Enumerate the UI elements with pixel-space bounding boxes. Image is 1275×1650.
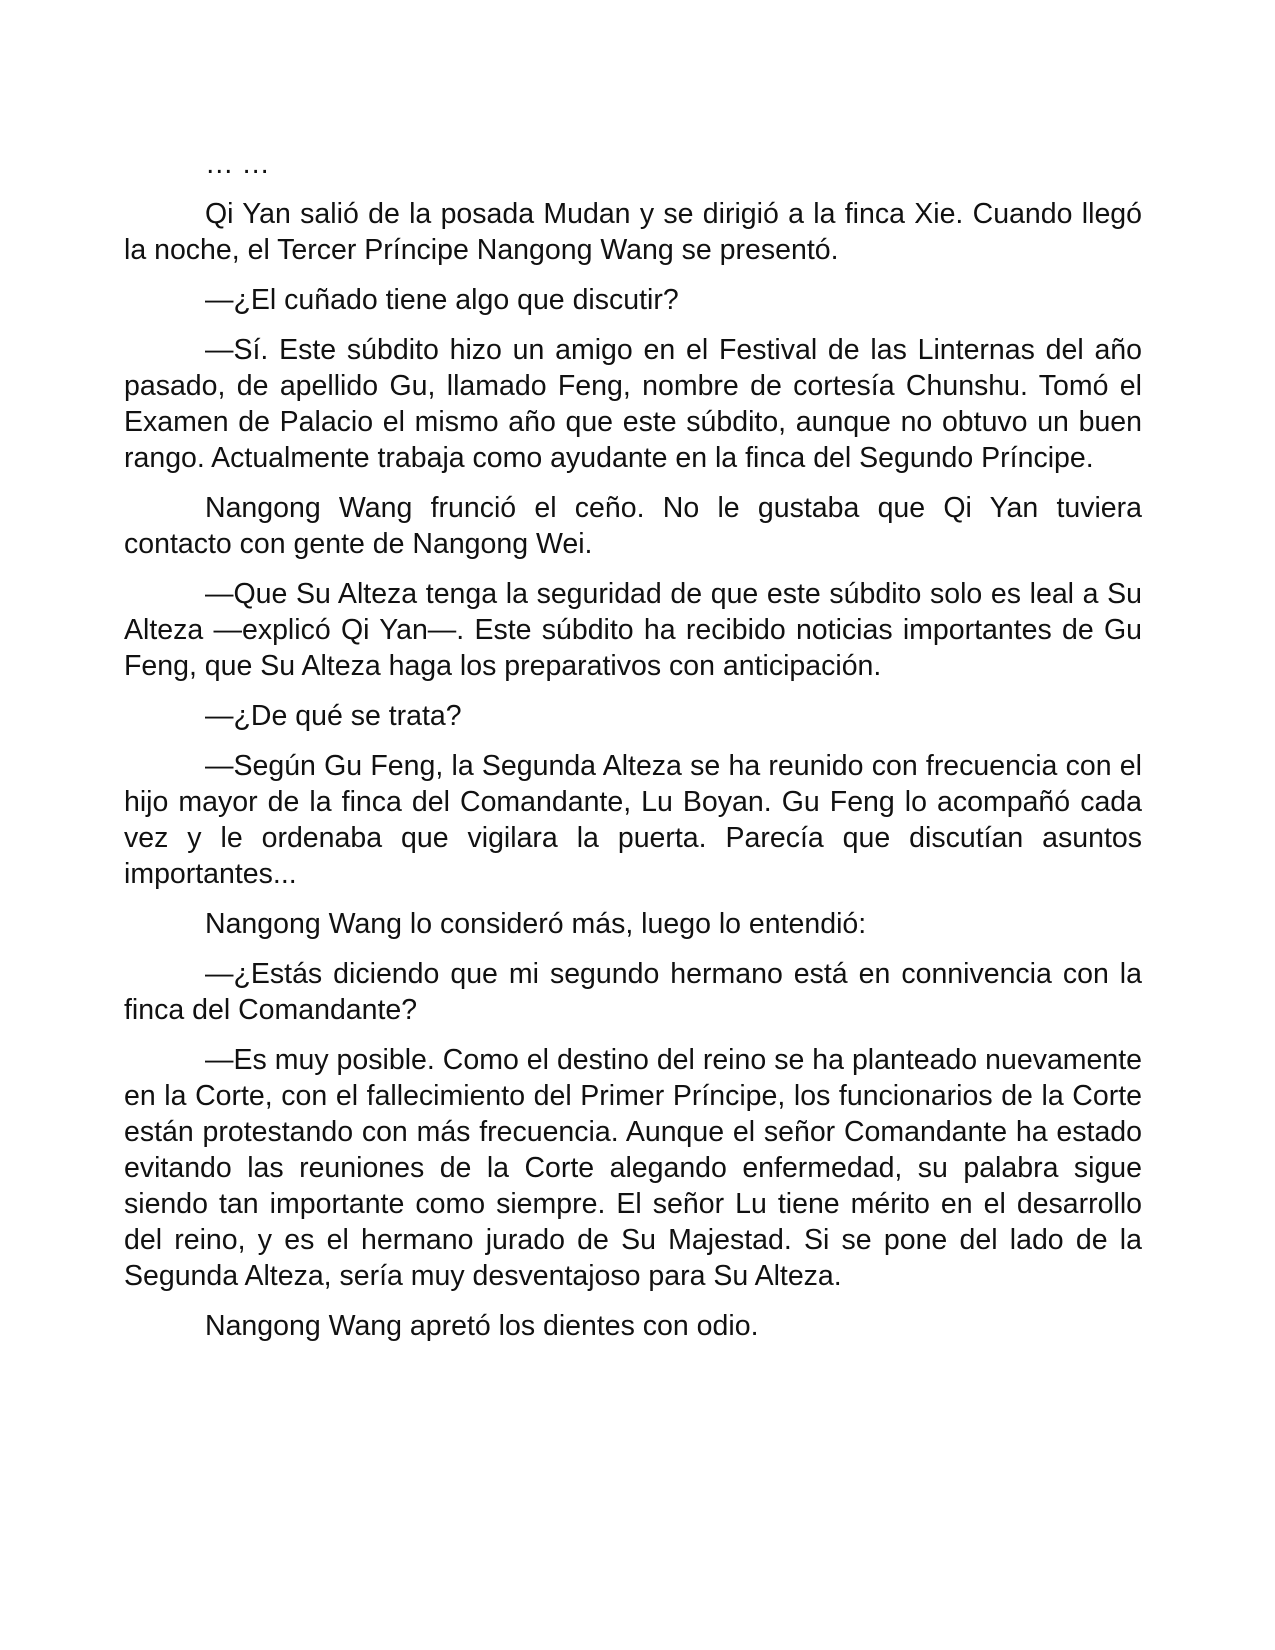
dialogue-paragraph: —Sí. Este súbdito hizo un amigo en el Festival de las Linternas del año pasado, de apellido Gu, llamado Feng, nombre de cortesía Chunshu. Tomó el Examen de Palacio el mismo año que este súbdito, aunque no obtuvo un buen rango. Actualmente trabaja como ayudante en la finca del Segundo Príncipe. (124, 334, 1142, 474)
dialogue-line: —¿El cuñado tiene algo que discutir? (205, 284, 679, 316)
dialogue-paragraph: —Que Su Alteza tenga la seguridad de que este súbdito solo es leal a Su Alteza —explicó Qi Yan—. Este súbdito ha recibido noticias importantes de Gu Feng, que Su Alteza haga los preparativos con anticipación. (124, 578, 1142, 682)
paragraph: Qi Yan salió de la posada Mudan y se dirigió a la finca Xie. Cuando llegó la noche, el Tercer Príncipe Nangong Wang se presentó. (124, 198, 1142, 266)
paragraph: Nangong Wang lo consideró más, luego lo entendió: (205, 908, 867, 940)
scene-break: … … (205, 148, 270, 180)
dialogue-paragraph: —Es muy posible. Como el destino del reino se ha planteado nuevamente en la Corte, con el fallecimiento del Primer Príncipe, los funcionarios de la Corte están protestando con más frecuencia. Aunque el señor Comandante ha estado evitando las reuniones de la Corte alegando enfermedad, su palabra sigue siendo tan importante como siempre. El señor Lu tiene mérito en el desarrollo del reino, y es el hermano jurado de Su Majestad. Si se pone del lado de la Segunda Alteza, sería muy desventajoso para Su Alteza. (124, 1044, 1142, 1292)
paragraph: Nangong Wang apretó los dientes con odio. (205, 1310, 759, 1342)
paragraph: Nangong Wang frunció el ceño. No le gustaba que Qi Yan tuviera contacto con gente de Nangong Wei. (124, 492, 1142, 560)
dialogue-line: —¿De qué se trata? (205, 700, 462, 732)
dialogue-paragraph: —¿Estás diciendo que mi segundo hermano está en connivencia con la finca del Comandante? (124, 958, 1142, 1026)
body-text (124, 146, 1142, 1358)
dialogue-paragraph: —Según Gu Feng, la Segunda Alteza se ha reunido con frecuencia con el hijo mayor de la finca del Comandante, Lu Boyan. Gu Feng lo acompañó cada vez y le ordenaba que vigilara la puerta. Parecía que discutían asuntos importantes... (124, 750, 1142, 890)
